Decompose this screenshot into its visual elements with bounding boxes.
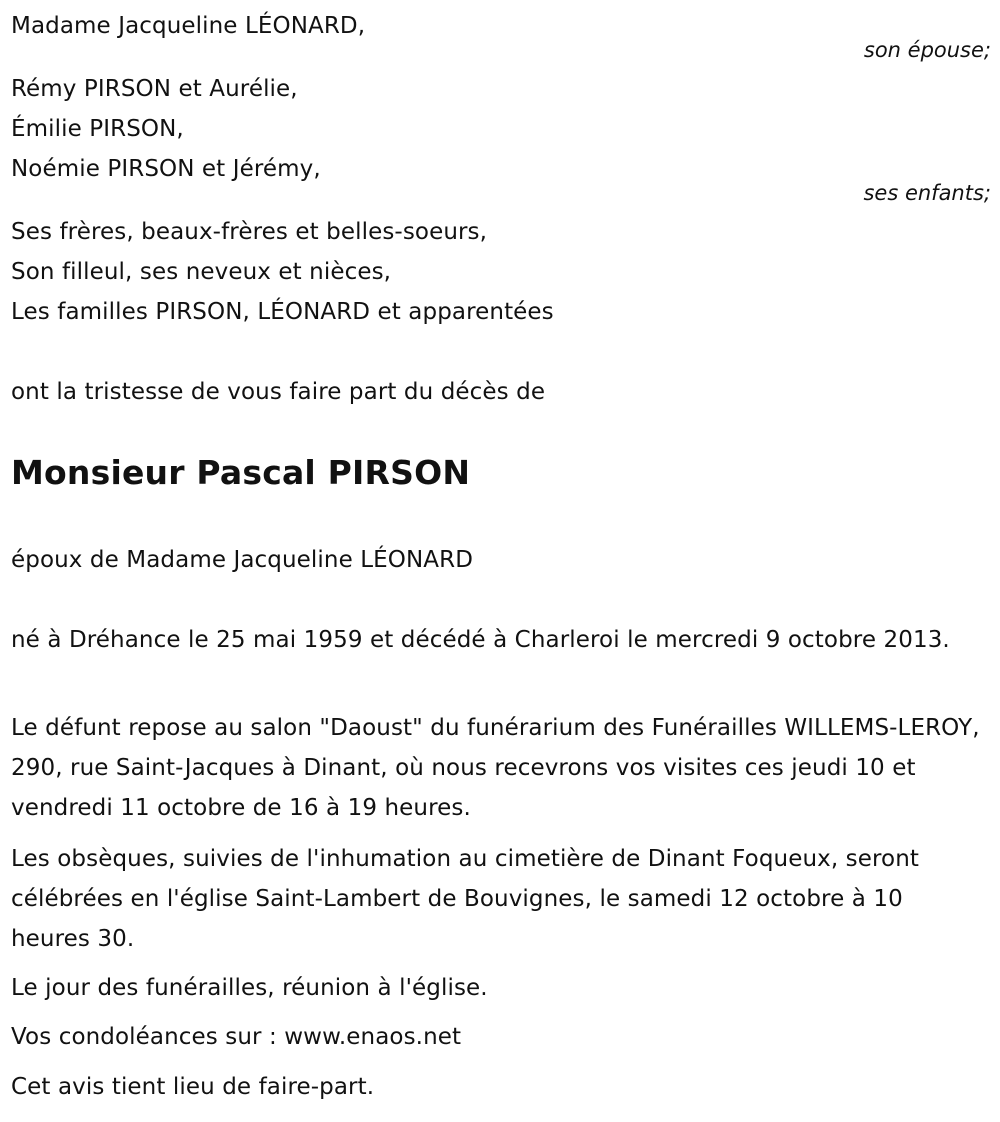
obituary-notice xyxy=(11,0,991,1122)
visitation-paragraph: Le défunt repose au salon "Daoust" du funérarium des Funérailles WILLEMS-LEROY, 290, rue Saint-Jacques à Dinant, où nous recevrons vos visites ces jeudi 10 et vendredi 11 octobre de 16 à 19 heures. xyxy=(11,715,980,821)
relatives-line: Les familles PIRSON, LÉONARD et apparentées xyxy=(11,299,554,325)
spouse-of-text: époux de Madame Jacqueline LÉONARD xyxy=(11,547,474,573)
announcement-text: ont la tristesse de vous faire part du décès de xyxy=(11,379,546,405)
spouse-line: Madame Jacqueline LÉONARD, xyxy=(11,13,366,39)
relatives-line: Son filleul, ses neveux et nièces, xyxy=(11,259,392,285)
condolences-paragraph: Vos condoléances sur : www.enaos.net xyxy=(11,1024,462,1050)
deceased-name: Monsieur Pascal PIRSON xyxy=(11,453,471,492)
relatives-line: Ses frères, beaux-frères et belles-soeurs, xyxy=(11,219,488,245)
children-relation: ses enfants; xyxy=(863,181,991,205)
funeral-paragraph: Les obsèques, suivies de l'inhumation au cimetière de Dinant Foqueux, seront célébrées en l'église Saint-Lambert de Bouvignes, le samedi 12 octobre à 10 heures 30. xyxy=(11,846,920,952)
closing-paragraph: Cet avis tient lieu de faire-part. xyxy=(11,1074,375,1100)
child-line: Émilie PIRSON, xyxy=(11,116,184,142)
birth-death-paragraph: né à Dréhance le 25 mai 1959 et décédé à Charleroi le mercredi 9 octobre 2013. xyxy=(11,627,950,653)
child-line: Noémie PIRSON et Jérémy, xyxy=(11,156,321,182)
child-line: Rémy PIRSON et Aurélie, xyxy=(11,76,298,102)
meeting-paragraph: Le jour des funérailles, réunion à l'église. xyxy=(11,975,488,1001)
spouse-relation: son épouse; xyxy=(863,38,991,62)
